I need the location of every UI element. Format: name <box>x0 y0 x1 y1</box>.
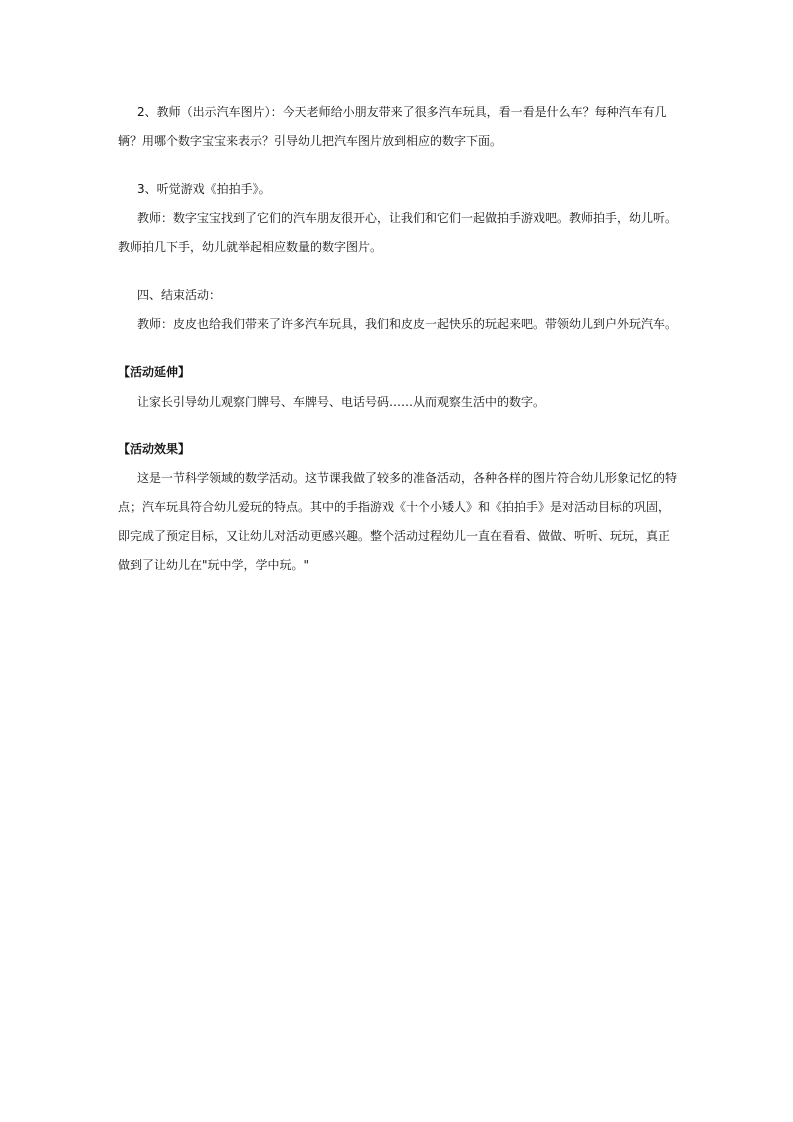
effect-line2: 点；汽车玩具符合幼儿爱玩的特点。其中的手指游戏《十个小矮人》和《拍拍手》是对活动目标的巩固， <box>118 500 671 514</box>
section2-line1: 2、教师（出示汽车图片）：今天老师给小朋友带来了很多汽车玩具，看一看是什么车？每种汽车有几 <box>137 105 667 119</box>
section3-line2: 教师拍几下手，幼儿就举起相应数量的数字图片。 <box>118 240 383 254</box>
effect-line3: 即完成了预定目标，又让幼儿对活动更感兴趣。整个活动过程幼儿一直在看看、做做、听听、玩玩，真正 <box>118 529 671 543</box>
section4-title: 四、结束活动： <box>137 288 222 302</box>
effect-line4: 做到了让幼儿在"玩中学，学中玩。" <box>118 558 310 572</box>
effect-heading: 【活动效果】 <box>118 442 191 456</box>
section2-line2: 辆？用哪个数字宝宝来表示？引导幼儿把汽车图片放到相应的数字下面。 <box>118 134 503 148</box>
section3-line1: 教师：数字宝宝找到了它们的汽车朋友很开心，让我们和它们一起做拍手游戏吧。教师拍手，幼儿听。 <box>137 211 678 225</box>
effect-line1: 这是一节科学领域的数学活动。这节课我做了较多的准备活动，各种各样的图片符合幼儿形象记忆的特 <box>137 471 678 485</box>
extension-heading: 【活动延伸】 <box>118 365 191 379</box>
extension-line1: 让家长引导幼儿观察门牌号、车牌号、电话号码……从而观察生活中的数字。 <box>137 395 546 409</box>
section4-line1: 教师：皮皮也给我们带来了许多汽车玩具，我们和皮皮一起快乐的玩起来吧。带领幼儿到户外玩汽车。 <box>137 317 678 331</box>
section3-title: 3、听觉游戏《拍拍手》。 <box>137 182 271 196</box>
